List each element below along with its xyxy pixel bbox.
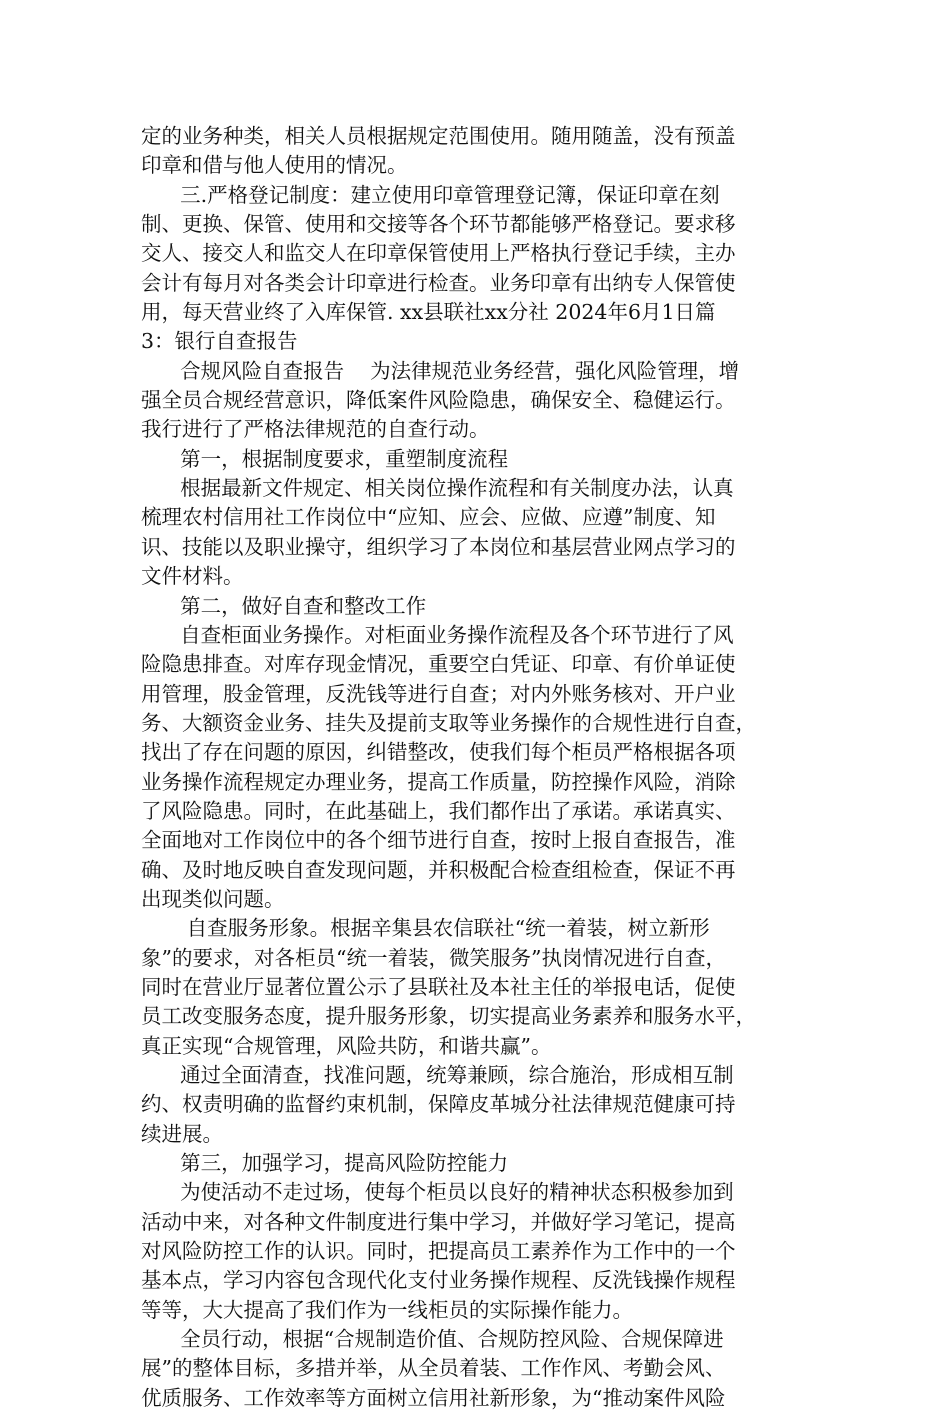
text-line: 险隐患排查。对库存现金情况，重要空白凭证、印章、有价单证使 [141, 652, 736, 677]
text-line: 梳理农村信用社工作岗位中“应知、应会、应做、应遵”制度、知 [141, 505, 716, 530]
text-line: 优质服务、工作效率等方面树立信用社新形象，为“推动案件风险 [141, 1385, 726, 1410]
text-line: 合规风险自查报告 为法律规范业务经营，强化风险管理，增 [141, 358, 740, 383]
text-line: 强全员合规经营意识，降低案件风险隐患，确保安全、稳健运行。 [141, 388, 736, 413]
text-line: 业务操作流程规定办理业务，提高工作质量，防控操作风险，消除 [141, 769, 736, 794]
text-line: 确、及时地反映自查发现问题，并积极配合检查组检查，保证不再 [141, 857, 736, 882]
text-line: 出现类似问题。 [141, 886, 285, 911]
text-line: 了风险隐患。同时，在此基础上，我们都作出了承诺。承诺真实、 [141, 798, 736, 823]
text-line: 识、技能以及职业操守，组织学习了本岗位和基层营业网点学习的 [141, 534, 736, 559]
text-line: 用管理，股金管理，反洗钱等进行自查；对内外账务核对、开户业 [141, 681, 736, 706]
text-line: 第三，加强学习，提高风险防控能力 [141, 1151, 509, 1176]
text-line: 文件材料。 [141, 564, 244, 589]
text-line: 同时在营业厅显著位置公示了县联社及本社主任的举报电话，促使 [141, 974, 736, 999]
text-line: 自查服务形象。根据辛集县农信联社“统一着装，树立新形 [141, 916, 710, 941]
text-line: 为使活动不走过场，使每个柜员以良好的精神状态积极参加到 [141, 1180, 734, 1205]
text-line: 象”的要求，对各柜员“统一着装，微笑服务”执岗情况进行自查， [141, 945, 726, 970]
text-line: 真正实现“合规管理，风险共防，和谐共赢”。 [141, 1033, 552, 1058]
text-line: 自查柜面业务操作。对柜面业务操作流程及各个环节进行了风 [141, 622, 734, 647]
text-line: 活动中来，对各种文件制度进行集中学习，并做好学习笔记，提高 [141, 1209, 736, 1234]
text-line: 对风险防控工作的认识。同时，把提高员工素养作为工作中的一个 [141, 1239, 736, 1264]
text-line: 找出了存在问题的原因，纠错整改，使我们每个柜员严格根据各项 [141, 740, 736, 765]
text-line: 全员行动，根据“合规制造价值、合规防控风险、合规保障进 [141, 1327, 724, 1352]
text-line: 制、更换、保管、使用和交接等各个环节都能够严格登记。要求移 [141, 212, 736, 237]
text-line: 用，每天营业终了入库保管. xx县联社xx分社 2024年6月1日篇 [141, 300, 716, 325]
text-line: 第二，做好自查和整改工作 [141, 593, 427, 618]
text-line: 续进展。 [141, 1121, 223, 1146]
text-line: 基本点，学习内容包含现代化支付业务操作规程、反洗钱操作规程 [141, 1268, 736, 1293]
text-line: 会计有每月对各类会计印章进行检查。业务印章有出纳专人保管使 [141, 270, 736, 295]
text-line: 员工改变服务态度，提升服务形象，切实提高业务素养和服务水平， [141, 1004, 756, 1029]
text-line: 三.严格登记制度：建立使用印章管理登记簿，保证印章在刻 [141, 182, 720, 207]
text-line: 3：银行自查报告 [141, 329, 298, 354]
text-line: 全面地对工作岗位中的各个细节进行自查，按时上报自查报告，准 [141, 828, 736, 853]
text-line: 展”的整体目标，多措并举，从全员着装、工作作风、考勤会风、 [141, 1356, 726, 1381]
text-line: 通过全面清查，找准问题，统筹兼顾，综合施治，形成相互制 [141, 1063, 734, 1087]
text-line: 根据最新文件规定、相关岗位操作流程和有关制度办法，认真 [141, 476, 734, 501]
text-line: 第一，根据制度要求，重塑制度流程 [141, 446, 509, 471]
text-line: 等等，大大提高了我们作为一线柜员的实际操作能力。 [141, 1297, 633, 1322]
text-line: 定的业务种类，相关人员根据规定范围使用。随用随盖，没有预盖 [141, 124, 736, 148]
text-line: 我行进行了严格法律规范的自查行动。 [141, 417, 490, 442]
document-body [141, 122, 805, 1413]
text-line: 约、权责明确的监督约束机制，保障皮革城分社法律规范健康可持 [141, 1092, 736, 1117]
text-line: 印章和借与他人使用的情况。 [141, 153, 408, 178]
text-line: 交人、接交人和监交人在印章保管使用上严格执行登记手续，主办 [141, 241, 736, 266]
text-line: 务、大额资金业务、挂失及提前支取等业务操作的合规性进行自查， [141, 710, 756, 735]
